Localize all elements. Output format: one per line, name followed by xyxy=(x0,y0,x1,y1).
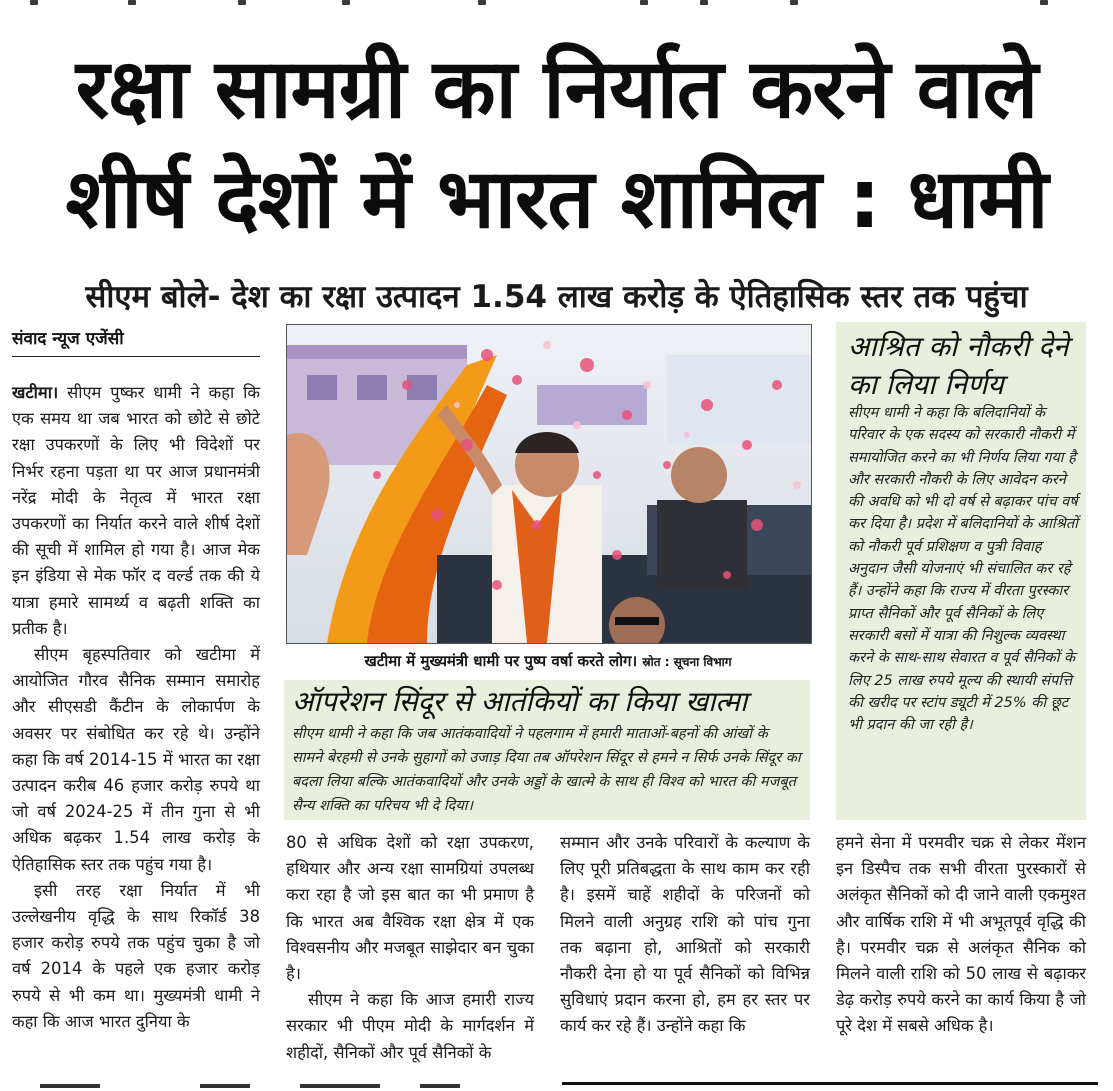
article-column-1 xyxy=(12,380,260,1035)
box-text: सीएम धामी ने कहा कि बलिदानियों के परिवार के एक सदस्य को सरकारी नौकरी में समायोजित करने का भी निर्णय लिया गया है और सरकारी नौकरी के लिए आवेदन करने की अवधि को भी दो वर्ष से बढ़ाकर पांच वर्ष कर दिया है। प्रदेश में बलिदानियों के आश्रितों को नौकरी पूर्व प्रशिक्षण व पुत्री विवाह अनुदान जैसी योजनाएं भी संचालित कर रहे हैं। उन्होंने कहा कि राज्य में वीरता पुरस्कार प्राप्त सैनिकों और पूर्व सैनिकों के लिए सरकारी बसों में यात्रा की निशुल्क व्यवस्था करने के साथ-साथ सेवारत व पूर्व सैनिकों के लिए 25 लाख रुपये मूल्य की स्थायी संपत्ति की खरीद पर स्टांप ड्यूटी में 25% की छूट भी प्रदान की जा रही है। xyxy=(848,405,1078,734)
dateline: खटीमा। xyxy=(12,383,59,402)
paragraph: सीएम बृहस्पतिवार को खटीमा में आयोजित गौरव सैनिक सम्मान समारोह और सीएसडी कैंटीन के लोकार्पण के अवसर पर संबोधित कर रहे थे। उन्होंने कहा कि वर्ष 2014-15 में भारत का रक्षा उत्पादन करीब 46 हजार करोड़ रुपये था जो वर्ष 2024-25 में तीन गुना से भी अधिक बढ़कर 1.54 लाख करोड़ के ऐतिहासिक स्तर तक पहुंच गया है। xyxy=(12,645,260,874)
photo-illustration xyxy=(287,325,811,643)
paragraph: 80 से अधिक देशों को रक्षा उपकरण, हथियार और अन्य रक्षा सामग्रियां उपलब्ध करा रहा है जो इस बात का भी प्रमाण है कि भारत अब वैश्विक रक्षा क्षेत्र में एक विश्वसनीय और मजबूत साझेदार बन चुका है। xyxy=(286,833,534,984)
operation-sindoor-box xyxy=(284,680,810,820)
paragraph: सीएम पुष्कर धामी ने कहा कि एक समय था जब भारत को छोटे से छोटे रक्षा उपकरणों के लिए भी विदेशों पर निर्भर रहना पड़ता था पर आज प्रधानमंत्री नरेंद्र मोदी के नेतृत्व में भारत रक्षा उपकरणों का निर्यात करने वाले शीर्ष देशों की सूची में शामिल हो गया है। आज मेक इन इंडिया से मेक फॉर द वर्ल्ड तक की ये यात्रा हमारे सामर्थ्य व बढ़ती शक्ति का प्रतीक है। xyxy=(12,383,260,638)
previous-article-fragment xyxy=(0,0,1113,14)
paragraph: हमने सेना में परमवीर चक्र से लेकर मेंशन इन डिस्पैच तक सभी वीरता पुरस्कारों से अलंकृत सैनिकों को दी जाने वाली एकमुश्त और वार्षिक राशि में भी अभूतपूर्व वृद्धि की है। परमवीर चक्र से अलंकृत सैनिक को मिलने वाली राशि को 50 लाख से बढ़ाकर डेढ़ करोड़ रुपये करने का कार्य किया है जो पूरे देश में सबसे अधिक है। xyxy=(836,833,1086,1036)
box-title: आश्रित को नौकरी देने का लिया निर्णय xyxy=(848,330,1069,401)
article-column-4 xyxy=(836,830,1086,1040)
dependent-jobs-box xyxy=(836,322,1086,820)
next-article-fragment xyxy=(0,1080,1113,1091)
headline-line-1: रक्षा सामग्री का निर्यात करने वाले xyxy=(75,42,1038,137)
photo-caption xyxy=(286,648,810,675)
box-title: ऑपरेशन सिंदूर से आतंकियों का किया खात्मा xyxy=(292,685,748,718)
paragraph: सीएम ने कहा कि आज हमारी राज्य सरकार भी पीएम मोदी के मार्गदर्शन में शहीदों, सैनिकों और पूर्व सैनिकों के xyxy=(286,990,534,1062)
subheadline: सीएम बोले- देश का रक्षा उत्पादन 1.54 लाख करोड़ के ऐतिहासिक स्तर तक पहुंचा xyxy=(85,279,1028,315)
paragraph: इसी तरह रक्षा निर्यात में भी उल्लेखनीय वृद्धि के साथ रिकॉर्ड 38 हजार करोड़ रुपये तक पहुंच चुका है जो वर्ष 2014 के पहले एक हजार करोड़ रुपये से भी कम था। मुख्यमंत्री धामी ने कहा कि आज भारत दुनिया के xyxy=(12,880,260,1031)
headline-line-2: शीर्ष देशों में भारत शामिल : धामी xyxy=(65,152,1048,247)
paragraph: सम्मान और उनके परिवारों के कल्याण के लिए पूरी प्रतिबद्धता के साथ काम कर रही है। इसमें चाहें शहीदों के परिजनों को मिलने वाली अनुग्रह राशि को पांच गुना तक बढ़ाना हो, आश्रितों को सरकारी नौकरी देना हो या पूर्व सैनिकों को विभिन्न सुविधाएं प्रदान करना हो, हम हर स्तर पर कार्य कर रहे हैं। उन्होंने कहा कि xyxy=(560,833,810,1036)
byline-divider xyxy=(12,356,260,357)
article-column-2 xyxy=(286,830,534,1066)
news-photo xyxy=(286,324,812,644)
caption-text: खटीमा में मुख्यमंत्री धामी पर पुष्प वर्षा करते लोग। xyxy=(364,652,638,670)
box-text: सीएम धामी ने कहा कि जब आतंकवादियों ने पहलगाम में हमारी माताओं-बहनों की आंखों के सामने बेरहमी से उनके सुहागों को उजाड़ दिया तब ऑपरेशन सिंदूर से हमने न सिर्फ उनके सिंदूर का बदला लिया बल्कि आतंकवादियों और उनके अड्डों के खात्मे के साथ ही विश्व को भारत की मजबूत सैन्य शक्ति का परिचय भी दे दिया। xyxy=(292,726,801,814)
photo-source: स्रोत : सूचना विभाग xyxy=(642,655,732,669)
article-column-3 xyxy=(560,830,810,1040)
byline: संवाद न्यूज एजेंसी xyxy=(12,329,124,349)
